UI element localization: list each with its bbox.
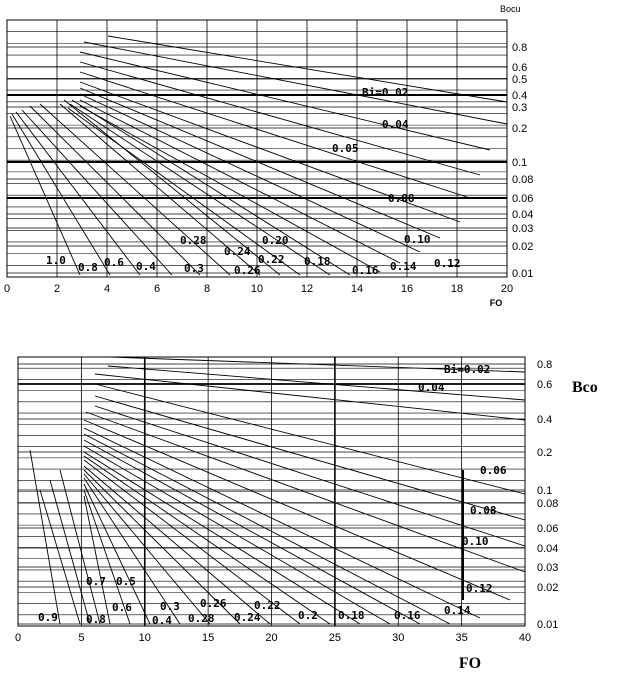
bi-value-label: 0.20 (262, 234, 289, 247)
bi-value-label: 0.14 (444, 604, 471, 617)
bi-value-label: 0.08 (388, 192, 415, 205)
x-tick-label: 25 (328, 632, 341, 644)
bi-curve (108, 36, 507, 102)
bi-curve (80, 100, 400, 263)
bi-value-label: Bi=0.02 (444, 363, 491, 376)
bi-value-label: 0.12 (434, 257, 461, 270)
y-tick-label: 0.06 (537, 523, 559, 535)
x-axis-label: FO (489, 298, 503, 308)
y-tick-label: 0.06 (512, 193, 534, 205)
bi-curve (16, 112, 140, 275)
bi-value-label: 0.8 (86, 613, 106, 626)
y-tick-label: 0.04 (512, 209, 534, 221)
bi-value-label: 0.9 (38, 611, 58, 624)
y-tick-label: 0.6 (537, 379, 553, 391)
x-tick-label: 16 (400, 283, 414, 295)
x-tick-label: 10 (250, 283, 264, 295)
bi-value-label: 0.3 (184, 262, 204, 275)
bi-curve (84, 42, 507, 124)
y-tick-label: 0.01 (512, 268, 534, 280)
y-axis-label: Bco (572, 379, 598, 396)
bi-curve (84, 440, 420, 624)
y-tick-label: 0.6 (512, 62, 528, 74)
x-tick-label: 40 (518, 632, 532, 644)
bi-curve (22, 110, 172, 275)
bi-curve (84, 428, 480, 618)
bi-value-label: 0.28 (188, 612, 215, 625)
x-tick-label: 0 (3, 283, 11, 295)
y-tick-label: 0.4 (512, 90, 528, 102)
y-tick-label: 0.3 (512, 102, 528, 114)
x-tick-label: 6 (153, 283, 161, 295)
bi-value-label: 0.4 (152, 614, 172, 627)
bi-curve (84, 434, 450, 624)
x-tick-label: 4 (103, 283, 111, 295)
bi-value-label: 0.10 (404, 233, 431, 246)
bi-curve (30, 450, 60, 624)
y-tick-label: 0.1 (537, 485, 553, 497)
y-axis-label: Bocu (500, 4, 521, 14)
bi-curve (84, 420, 510, 600)
bi-value-label: 0.28 (180, 234, 207, 247)
y-tick-label: 0.01 (537, 619, 559, 631)
y-tick-label: 0.02 (512, 241, 534, 253)
bi-value-label: 0.10 (462, 535, 489, 548)
bi-value-label: 0.05 (332, 142, 359, 155)
x-tick-label: 14 (350, 283, 364, 295)
x-tick-label: 5 (78, 632, 85, 644)
y-tick-label: 0.8 (537, 359, 553, 371)
y-tick-label: 0.8 (512, 42, 528, 54)
bi-value-label: 0.7 (86, 575, 106, 588)
x-tick-label: 30 (392, 632, 405, 644)
bi-value-label: 0.6 (104, 256, 124, 269)
bi-value-label: 0.16 (394, 609, 421, 622)
bi-curve (84, 446, 390, 624)
x-tick-label: 0 (14, 632, 22, 644)
bi-value-label: 0.06 (480, 464, 507, 477)
bi-value-label: 0.8 (78, 261, 98, 274)
bi-value-label: 0.14 (390, 260, 417, 273)
bi-value-label: 0.24 (234, 611, 261, 624)
x-axis-label: FO (458, 655, 482, 672)
bi-value-label: 0.26 (234, 264, 261, 277)
x-tick-label: 15 (202, 632, 215, 644)
bi-value-label: 0.12 (466, 582, 493, 595)
bi-value-label: 0.6 (112, 601, 132, 614)
y-tick-label: 0.03 (537, 562, 559, 574)
bi-value-label: Bi=0.02 (362, 86, 409, 99)
bi-curve (84, 474, 210, 624)
bi-value-label: 0.18 (338, 609, 365, 622)
bi-value-label: 0.26 (200, 597, 227, 610)
y-tick-label: 0.1 (512, 157, 528, 169)
bi-curve (12, 114, 110, 275)
x-tick-label: 20 (500, 283, 514, 295)
x-tick-label: 2 (53, 283, 61, 295)
bi-value-label: 0.4 (136, 260, 156, 273)
x-tick-label: 12 (300, 283, 314, 295)
bi-value-label: 0.5 (116, 575, 136, 588)
bi-curve (84, 496, 110, 624)
bi-value-label: 1.0 (46, 254, 66, 267)
y-tick-label: 0.5 (512, 74, 528, 86)
y-tick-label: 0.02 (537, 582, 559, 594)
bi-curve (68, 108, 300, 275)
bi-value-label: 0.24 (224, 245, 251, 258)
y-tick-label: 0.2 (512, 123, 528, 135)
bi-value-label: 0.22 (258, 253, 285, 266)
bi-curve (40, 490, 80, 624)
y-tick-label: 0.04 (537, 543, 559, 555)
bi-value-label: 0.3 (160, 600, 180, 613)
x-tick-label: 8 (203, 283, 211, 295)
bi-value-label: 0.04 (418, 381, 445, 394)
bi-value-label: 0.22 (254, 599, 281, 612)
y-tick-label: 0.08 (512, 174, 534, 186)
bi-value-label: 0.18 (304, 255, 331, 268)
bi-value-label: 0.08 (470, 504, 497, 517)
x-tick-label: 35 (455, 632, 468, 644)
bi-curve (30, 106, 200, 275)
bi-value-label: 0.04 (382, 118, 409, 131)
y-tick-label: 0.03 (512, 223, 534, 235)
x-tick-label: 18 (450, 283, 464, 295)
y-tick-label: 0.2 (537, 447, 553, 459)
x-tick-label: 20 (265, 632, 278, 644)
bi-value-label: 0.2 (298, 609, 318, 622)
y-tick-label: 0.4 (537, 414, 553, 426)
bi-curve (70, 104, 330, 275)
bi-value-label: 0.16 (352, 264, 379, 277)
x-tick-label: 10 (138, 632, 151, 644)
y-tick-label: 0.08 (537, 498, 559, 510)
